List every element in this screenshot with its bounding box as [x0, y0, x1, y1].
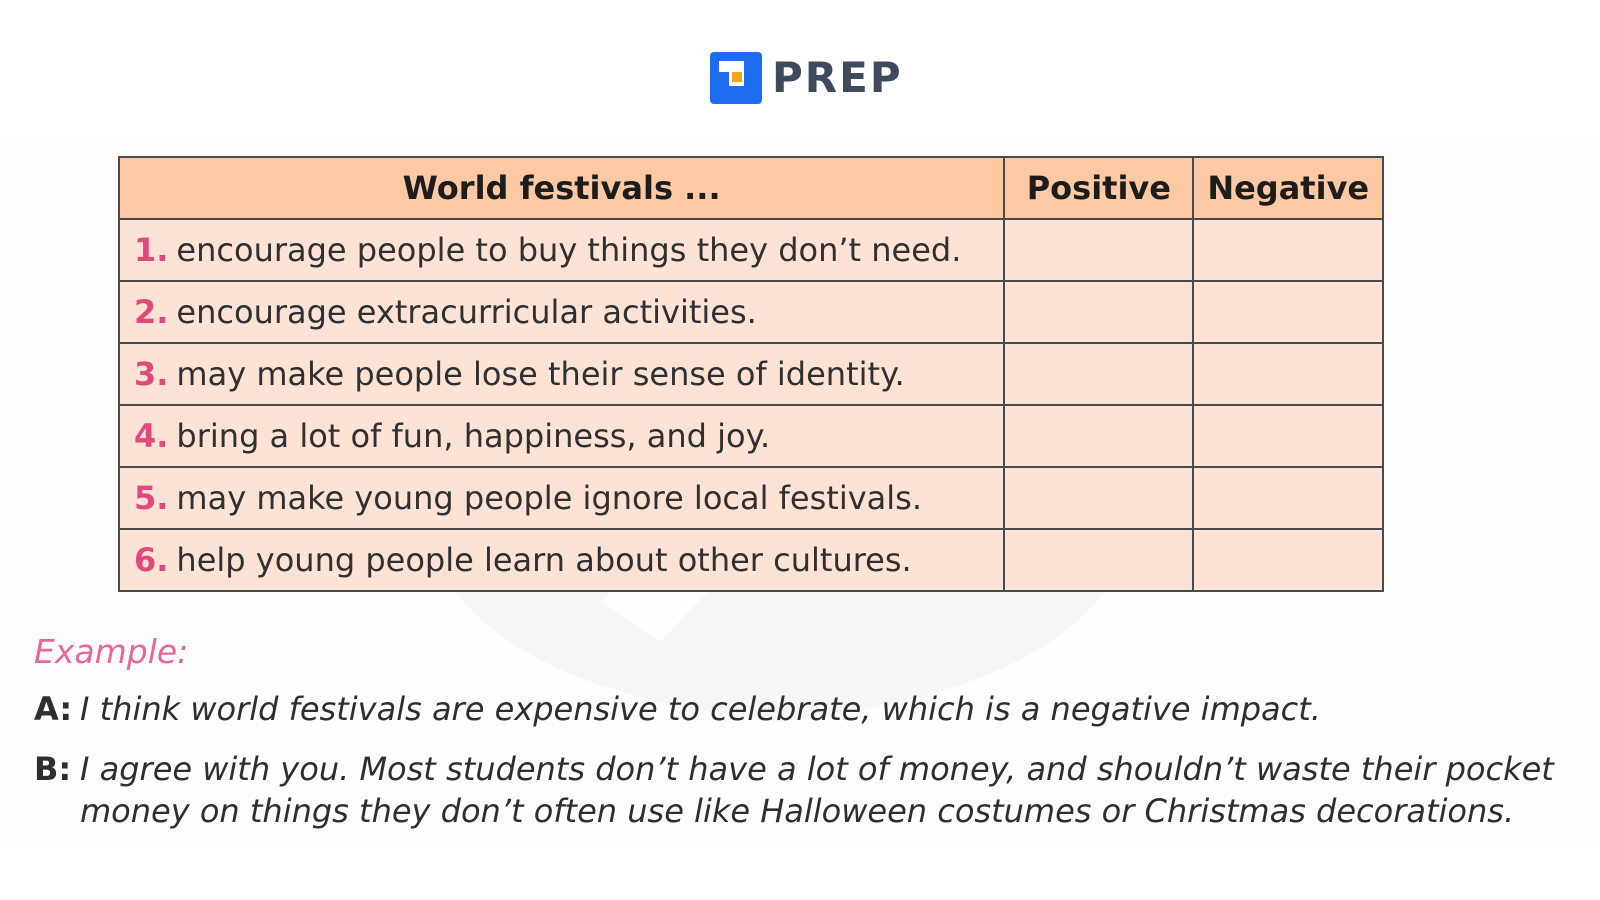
table-header-row	[119, 157, 1383, 219]
statement-text: bring a lot of fun, happiness, and joy.	[176, 417, 771, 455]
negative-cell[interactable]	[1193, 405, 1383, 467]
table-row	[119, 219, 1383, 281]
negative-cell[interactable]	[1193, 219, 1383, 281]
table-row	[119, 281, 1383, 343]
statement-text: help young people learn about other cultures.	[176, 541, 912, 579]
statement-text: may make people lose their sense of identity.	[176, 355, 905, 393]
negative-cell[interactable]	[1193, 281, 1383, 343]
item-number: 3.	[134, 355, 169, 393]
header-world-festivals: World festivals ...	[119, 157, 1004, 219]
positive-cell[interactable]	[1004, 529, 1193, 591]
statement-text: encourage extracurricular activities.	[176, 293, 757, 331]
statement-cell	[119, 343, 1004, 405]
negative-cell[interactable]	[1193, 467, 1383, 529]
negative-cell[interactable]	[1193, 529, 1383, 591]
prep-logo	[710, 52, 903, 104]
speaker-b: B:	[34, 750, 72, 788]
statement-cell	[119, 281, 1004, 343]
item-number: 5.	[134, 479, 169, 517]
dialogue-line-a	[34, 690, 1321, 728]
example-label: Example:	[34, 632, 189, 671]
prep-logo-icon	[710, 52, 762, 104]
dialogue-line-b	[34, 748, 1594, 832]
item-number: 6.	[134, 541, 169, 579]
positive-cell[interactable]	[1004, 343, 1193, 405]
header-positive: Positive	[1004, 157, 1193, 219]
positive-cell[interactable]	[1004, 405, 1193, 467]
statement-cell	[119, 529, 1004, 591]
negative-cell[interactable]	[1193, 343, 1383, 405]
statement-cell	[119, 405, 1004, 467]
festivals-table	[118, 156, 1384, 592]
positive-cell[interactable]	[1004, 467, 1193, 529]
item-number: 1.	[134, 231, 169, 269]
worksheet-panel	[0, 142, 1600, 842]
statement-cell	[119, 219, 1004, 281]
logo-text: PREP	[772, 53, 903, 102]
table-row	[119, 343, 1383, 405]
statement-text: encourage people to buy things they don’t need.	[176, 231, 962, 269]
table-row	[119, 467, 1383, 529]
positive-cell[interactable]	[1004, 281, 1193, 343]
dialogue-text-b: I agree with you. Most students don’t have a lot of money, and shouldn’t waste their pocket money on things they don’t often use like Halloween costumes or Christmas decorations.	[80, 750, 1554, 830]
item-number: 2.	[134, 293, 169, 331]
item-number: 4.	[134, 417, 169, 455]
header-negative: Negative	[1193, 157, 1383, 219]
speaker-a: A:	[34, 690, 73, 728]
dialogue-text-a: I think world festivals are expensive to celebrate, which is a negative impact.	[80, 690, 1321, 728]
table-row	[119, 529, 1383, 591]
statement-cell	[119, 467, 1004, 529]
statement-text: may make young people ignore local festivals.	[176, 479, 922, 517]
positive-cell[interactable]	[1004, 219, 1193, 281]
table-row	[119, 405, 1383, 467]
